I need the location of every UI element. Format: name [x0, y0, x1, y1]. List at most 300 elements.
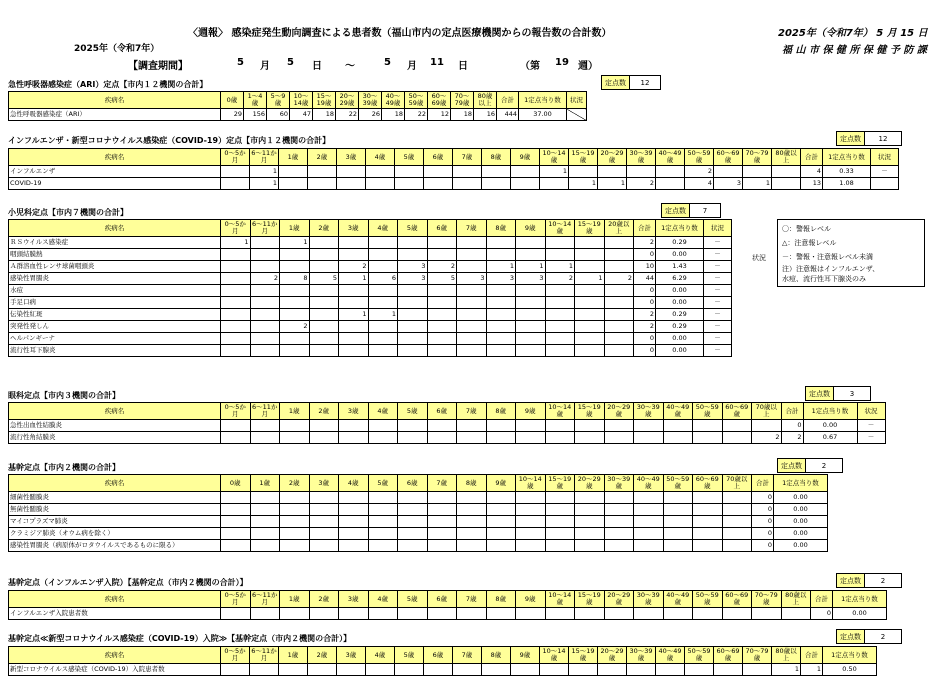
per-site-header: 1定点当り数 — [803, 403, 857, 420]
ari-table — [8, 91, 587, 121]
count-cell — [604, 321, 634, 333]
table-row — [9, 345, 732, 357]
count-cell — [453, 664, 482, 676]
report-year: 2025年（令和7年） — [74, 44, 160, 54]
age-column-header: 60～69歳 — [714, 647, 743, 664]
covhosp-teiten: 定点数 2 — [836, 629, 902, 644]
disease-name: 流行性耳下腺炎 — [9, 345, 221, 357]
count-cell — [339, 492, 369, 504]
disease-name: COVID-19 — [9, 178, 221, 190]
count-cell — [279, 166, 308, 178]
count-cell — [398, 540, 428, 552]
age-column-header: 30～39歳 — [604, 475, 634, 492]
count-cell — [221, 664, 250, 676]
count-cell: 1 — [516, 261, 546, 273]
age-column-header: 5歳 — [398, 591, 428, 608]
count-cell — [457, 420, 487, 432]
count-cell — [250, 516, 280, 528]
count-cell — [604, 297, 634, 309]
disease-name: クラミジア肺炎（オウム病を除く） — [9, 528, 221, 540]
age-column-header: 9歳 — [511, 149, 540, 166]
count-cell — [486, 297, 516, 309]
count-cell — [221, 516, 251, 528]
count-cell — [457, 237, 487, 249]
count-cell — [368, 297, 398, 309]
legend-below: －：警報・注意報レベル未満 — [782, 253, 873, 261]
count-cell — [221, 432, 251, 444]
count-cell — [722, 504, 752, 516]
per-site-cell: 0.29 — [656, 321, 704, 333]
count-cell — [250, 261, 280, 273]
count-cell — [309, 297, 339, 309]
count-cell — [634, 420, 664, 432]
count-cell — [575, 249, 605, 261]
count-cell — [221, 321, 251, 333]
count-cell — [250, 309, 280, 321]
count-cell — [309, 528, 339, 540]
count-cell — [250, 664, 279, 676]
count-cell — [575, 528, 605, 540]
age-column-header: 4歳 — [366, 149, 395, 166]
age-column-header: 70～79歳 — [752, 591, 782, 608]
status-cell: － — [704, 297, 732, 309]
count-cell — [772, 166, 801, 178]
count-cell — [457, 516, 487, 528]
count-cell — [516, 249, 546, 261]
count-cell: 18 — [382, 109, 405, 121]
count-cell — [427, 540, 457, 552]
count-cell: 1 — [339, 273, 369, 285]
age-column-header: 0～5か月 — [221, 403, 251, 420]
count-cell — [368, 432, 398, 444]
count-cell — [604, 237, 634, 249]
count-cell — [545, 608, 575, 620]
count-cell — [540, 664, 569, 676]
per-site-cell: 0.00 — [656, 249, 704, 261]
count-cell — [250, 297, 280, 309]
count-cell — [457, 608, 487, 620]
table-row — [9, 297, 732, 309]
age-column-header: 9歳 — [511, 647, 540, 664]
count-cell — [598, 166, 627, 178]
age-column-header: 20～29歳 — [598, 149, 627, 166]
count-cell — [398, 321, 428, 333]
age-column-header: 15～19歳 — [569, 647, 598, 664]
count-cell — [722, 420, 752, 432]
count-cell — [339, 432, 369, 444]
count-cell — [368, 492, 398, 504]
count-cell — [309, 309, 339, 321]
count-cell — [752, 608, 782, 620]
count-cell — [309, 285, 339, 297]
age-column-header: 6～11か月 — [251, 647, 277, 662]
age-column-header: 80歳以上 — [474, 92, 497, 109]
count-cell — [634, 528, 664, 540]
count-cell — [221, 345, 251, 357]
age-column-header: 60～69歳 — [693, 475, 723, 492]
count-cell — [743, 166, 772, 178]
count-cell: 3 — [398, 261, 428, 273]
count-cell — [516, 420, 546, 432]
total-header: 合計 — [497, 92, 519, 109]
age-column-header: 20～29歳 — [604, 403, 634, 420]
count-cell — [395, 166, 424, 178]
count-cell — [368, 333, 398, 345]
count-cell — [604, 540, 634, 552]
count-cell — [339, 333, 369, 345]
age-column-header: 30～39歳 — [634, 591, 664, 608]
per-site-cell: 0.00 — [774, 504, 828, 516]
table-row — [9, 109, 587, 121]
age-column-header: 0～5か月 — [221, 149, 250, 166]
office-name: 福 山 市 保 健 所 保 健 予 防 課 — [782, 45, 927, 56]
count-cell — [663, 516, 693, 528]
count-cell: 60 — [267, 109, 290, 121]
count-cell — [280, 432, 310, 444]
age-column-header: 6歳 — [427, 220, 457, 237]
count-cell: 18 — [313, 109, 336, 121]
disease-name: 無菌性髄膜炎 — [9, 504, 221, 516]
age-column-header: 7歳 — [427, 475, 457, 492]
count-cell: 1 — [368, 309, 398, 321]
count-cell — [457, 345, 487, 357]
count-cell — [424, 178, 453, 190]
count-cell — [516, 309, 546, 321]
count-cell: 1 — [250, 178, 279, 190]
age-column-header: 7歳 — [453, 647, 482, 664]
age-column-header: 6歳 — [424, 647, 453, 664]
count-cell — [722, 540, 752, 552]
count-cell — [221, 178, 250, 190]
count-cell: 3 — [486, 273, 516, 285]
count-cell — [663, 608, 693, 620]
covhosp-header-row — [9, 647, 877, 664]
age-column-header: 10～14歳 — [545, 403, 575, 420]
age-column-header: 5歳 — [398, 220, 428, 237]
count-cell — [280, 420, 310, 432]
count-cell — [457, 540, 487, 552]
age-column-header: 30～39歳 — [359, 92, 382, 109]
per-site-cell: 1.43 — [656, 261, 704, 273]
per-site-header: 1定点当り数 — [833, 591, 887, 608]
count-cell — [516, 504, 546, 516]
count-cell — [457, 492, 487, 504]
table-row — [9, 420, 886, 432]
count-cell — [575, 432, 605, 444]
count-cell: 1 — [486, 261, 516, 273]
age-column-header: 5歳 — [398, 403, 428, 420]
per-site-header: 1定点当り数 — [774, 475, 828, 492]
age-column-header: 15～19歳 — [575, 220, 605, 237]
count-cell — [545, 516, 575, 528]
disease-name: 水痘 — [9, 285, 221, 297]
count-cell — [309, 516, 339, 528]
count-cell — [634, 504, 664, 516]
age-column-header: 20～29歳 — [336, 92, 359, 109]
count-cell — [280, 516, 310, 528]
age-column-header: 20歳以上 — [604, 220, 634, 237]
count-cell — [663, 492, 693, 504]
age-column-header: 6～11か月 — [250, 591, 280, 608]
age-column-header: 3歳 — [339, 591, 369, 608]
per-site-header: 1定点当り数 — [656, 220, 704, 237]
count-cell — [366, 178, 395, 190]
count-cell — [693, 432, 723, 444]
count-cell — [368, 528, 398, 540]
table-row — [9, 285, 732, 297]
per-site-cell: 1.08 — [823, 178, 871, 190]
total-cell: 10 — [634, 261, 656, 273]
age-column-header: 6歳 — [398, 475, 428, 492]
age-column-header: 4歳 — [366, 647, 395, 664]
table-row — [9, 178, 899, 190]
count-cell — [427, 345, 457, 357]
count-cell — [308, 166, 337, 178]
count-cell — [511, 664, 540, 676]
age-column-header: 10～14歳 — [545, 591, 575, 608]
count-cell — [398, 608, 428, 620]
count-cell — [575, 237, 605, 249]
age-column-header: 6～11か月 — [250, 220, 280, 237]
count-cell: 12 — [428, 109, 451, 121]
age-column-header: 50～59歳 — [685, 149, 714, 166]
count-cell — [309, 540, 339, 552]
age-column-header: 60～69歳 — [428, 92, 451, 109]
count-cell — [545, 432, 575, 444]
total-cell: 444 — [497, 109, 519, 121]
count-cell — [598, 664, 627, 676]
age-column-header: 9歳 — [516, 591, 546, 608]
count-cell — [250, 333, 280, 345]
flu-title: インフルエンザ・新型コロナウイルス感染症（COVID-19）定点【市内１２機関の合計】 — [8, 136, 331, 145]
count-cell: 1 — [339, 309, 369, 321]
count-cell — [486, 608, 516, 620]
age-column-header: 60～69歳 — [722, 403, 752, 420]
disease-name-header: 疾病名 — [9, 220, 221, 237]
disease-name-header: 疾病名 — [9, 591, 221, 608]
count-cell — [575, 309, 605, 321]
total-cell: 44 — [634, 273, 656, 285]
count-cell — [634, 516, 664, 528]
disease-name: 咽頭結膜熱 — [9, 249, 221, 261]
count-cell: 3 — [714, 178, 743, 190]
count-cell — [368, 420, 398, 432]
table-row — [9, 504, 828, 516]
age-column-header: 6歳 — [427, 403, 457, 420]
ari-teiten: 定点数 12 — [601, 75, 661, 90]
age-column-header: 0～5か月 — [221, 220, 251, 237]
status-header: 状況 — [704, 220, 732, 237]
count-cell — [486, 516, 516, 528]
count-cell: 1 — [743, 178, 772, 190]
per-site-cell: 0.00 — [656, 333, 704, 345]
disease-name-header: 疾病名 — [9, 647, 221, 664]
count-cell — [221, 540, 251, 552]
count-cell: 2 — [627, 178, 656, 190]
count-cell — [309, 249, 339, 261]
age-column-header: 40～49歳 — [634, 475, 664, 492]
disease-name: 伝染性紅斑 — [9, 309, 221, 321]
age-column-header: 50～59歳 — [405, 92, 428, 109]
age-column-header: 10～14歳 — [516, 475, 546, 492]
count-cell — [722, 492, 752, 504]
age-column-header: 50～59歳 — [693, 591, 723, 608]
table-row — [9, 432, 886, 444]
count-cell — [511, 166, 540, 178]
status-cell: － — [871, 166, 899, 178]
count-cell: 1 — [545, 261, 575, 273]
count-cell — [545, 420, 575, 432]
disease-name: インフルエンザ入院患者数 — [9, 608, 221, 620]
count-cell — [427, 492, 457, 504]
count-cell — [368, 285, 398, 297]
age-column-header: 8歳 — [482, 647, 511, 664]
count-cell: 2 — [339, 261, 369, 273]
count-cell — [280, 333, 310, 345]
per-site-cell: 0.00 — [774, 528, 828, 540]
count-cell — [604, 504, 634, 516]
count-cell — [398, 516, 428, 528]
count-cell: 1 — [280, 237, 310, 249]
count-cell — [516, 432, 546, 444]
age-column-header: 10～14歳 — [545, 220, 575, 237]
count-cell — [457, 261, 487, 273]
count-cell — [693, 492, 723, 504]
table-row — [9, 237, 732, 249]
count-cell — [781, 608, 811, 620]
total-header: 合計 — [801, 149, 823, 166]
per-site-cell: 0.00 — [656, 285, 704, 297]
count-cell: 5 — [309, 273, 339, 285]
total-cell: 0 — [752, 492, 774, 504]
count-cell — [221, 528, 251, 540]
count-cell — [398, 333, 428, 345]
count-cell — [366, 664, 395, 676]
count-cell — [604, 309, 634, 321]
count-cell — [714, 664, 743, 676]
age-column-header: 8歳 — [486, 403, 516, 420]
count-cell — [221, 309, 251, 321]
age-column-header: 15～19歳 — [575, 403, 605, 420]
total-cell: 2 — [781, 432, 803, 444]
count-cell — [540, 178, 569, 190]
count-cell — [427, 420, 457, 432]
count-cell — [486, 492, 516, 504]
ari-header-row — [9, 92, 587, 109]
base-header-row — [9, 475, 828, 492]
status-header: 状況 — [871, 149, 899, 166]
disease-name: マイコプラズマ肺炎 — [9, 516, 221, 528]
count-cell: 2 — [604, 273, 634, 285]
count-cell — [482, 664, 511, 676]
count-cell — [339, 345, 369, 357]
count-cell — [280, 345, 310, 357]
count-cell — [339, 420, 369, 432]
count-cell — [575, 285, 605, 297]
status-cell: － — [704, 249, 732, 261]
count-cell — [516, 297, 546, 309]
count-cell: 156 — [244, 109, 267, 121]
age-column-header: 70～79歳 — [743, 647, 772, 664]
count-cell: 1 — [250, 166, 279, 178]
age-column-header: 60～69歳 — [722, 591, 752, 608]
count-cell — [486, 333, 516, 345]
count-cell — [427, 237, 457, 249]
per-site-cell: 6.29 — [656, 273, 704, 285]
age-column-header: 2歳 — [309, 220, 339, 237]
count-cell — [693, 516, 723, 528]
flu-header-row — [9, 149, 899, 166]
count-cell: 16 — [474, 109, 497, 121]
age-column-header: 3歳 — [309, 475, 339, 492]
count-cell — [398, 504, 428, 516]
age-column-header: 2歳 — [308, 149, 337, 166]
count-cell — [634, 608, 664, 620]
count-cell — [280, 297, 310, 309]
table-row — [9, 540, 828, 552]
count-cell — [221, 420, 251, 432]
count-cell — [545, 237, 575, 249]
count-cell — [398, 309, 428, 321]
count-cell — [221, 249, 251, 261]
age-column-header: 6～11か月 — [251, 149, 277, 164]
count-cell — [722, 608, 752, 620]
age-column-header: 70歳以上 — [752, 403, 782, 420]
total-cell: 0 — [752, 516, 774, 528]
age-column-header: 0歳 — [221, 475, 251, 492]
count-cell — [575, 504, 605, 516]
count-cell — [486, 285, 516, 297]
count-cell — [368, 608, 398, 620]
count-cell — [714, 166, 743, 178]
age-column-header: 8歳 — [457, 475, 487, 492]
age-column-header: 3歳 — [339, 403, 369, 420]
count-cell — [339, 249, 369, 261]
count-cell — [398, 345, 428, 357]
count-cell — [250, 345, 280, 357]
count-cell — [634, 432, 664, 444]
count-cell: 1 — [569, 178, 598, 190]
count-cell: 4 — [685, 178, 714, 190]
total-header: 合計 — [752, 475, 774, 492]
table-row — [9, 261, 732, 273]
disease-name: 急性呼吸器感染症（ARI） — [9, 109, 221, 121]
count-cell — [368, 261, 398, 273]
count-cell — [398, 249, 428, 261]
legend-caution: △：注意報レベル — [782, 239, 837, 247]
total-cell: 0 — [811, 608, 833, 620]
week-close: 週） — [578, 61, 598, 72]
count-cell — [427, 321, 457, 333]
covhosp-table — [8, 646, 877, 676]
age-column-header: 40～49歳 — [663, 591, 693, 608]
count-cell — [516, 492, 546, 504]
total-cell: 4 — [801, 166, 823, 178]
per-site-cell: 0.67 — [803, 432, 857, 444]
count-cell — [663, 432, 693, 444]
count-cell — [339, 608, 369, 620]
count-cell — [398, 237, 428, 249]
status-cell: － — [704, 345, 732, 357]
per-site-cell: 0.00 — [774, 492, 828, 504]
count-cell — [457, 249, 487, 261]
count-cell: 29 — [221, 109, 244, 121]
fluhosp-header-row — [9, 591, 887, 608]
count-cell — [339, 516, 369, 528]
legend-note-1: 注）注意報はインフルエンザ、 — [782, 265, 880, 273]
count-cell — [457, 321, 487, 333]
count-cell — [250, 528, 280, 540]
